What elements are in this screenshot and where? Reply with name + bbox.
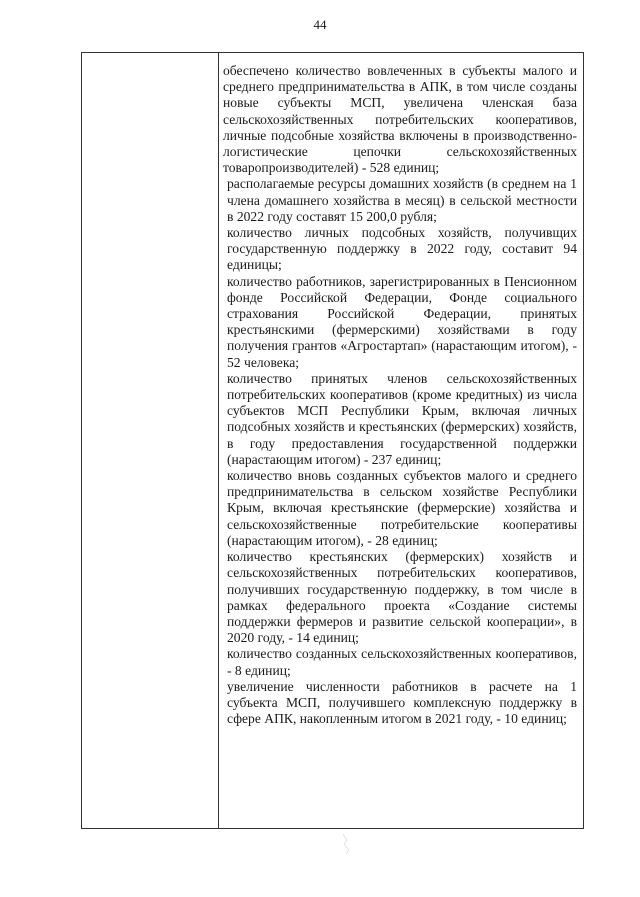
scan-artifact	[340, 832, 354, 856]
list-item: количество созданных сельскохозяйственных кооперативов, - 8 единиц;	[227, 646, 577, 678]
list-item: количество принятых членов сельскохозяйственных потребительских кооперативов (кроме кредитных) из числа субъектов МСП Республики Крым, включая личных подсобных хозяйств и крестьянских (фермерских) хозяйств, в году предоставления государственной поддержки (нарастающим итогом) - 237 единиц;	[227, 370, 577, 467]
list-item: увеличение численности работников в расчете на 1 субъекта МСП, получившего комплексную поддержку в сфере АПК, накопленным итогом в 2021 году, - 10 единиц;	[227, 678, 577, 727]
table-right-cell	[223, 63, 577, 727]
page-number: 44	[313, 17, 327, 32]
document-table	[81, 52, 584, 829]
column-divider	[218, 53, 219, 828]
list-item: количество крестьянских (фермерских) хозяйств и сельскохозяйственных потребительских кооперативов, получивших государственную поддержку, в том числе в рамках федерального проекта «Создание системы поддержки фермеров и развитие сельской кооперации», в 2020 году, - 14 единиц;	[227, 549, 577, 646]
list-item: количество работников, зарегистрированных в Пенсионном фонде Российской Федерации, Фонде социального страхования Российской Федерации, принятых крестьянскими (фермерскими) хозяйствами в году получения грантов «Агростартап» (нарастающим итогом), - 52 человека;	[227, 273, 577, 370]
list-item: количество личных подсобных хозяйств, получивщих государственную поддержку в 2022 году, составит 94 единицы;	[227, 225, 577, 273]
list-item: обеспечено количество вовлеченных в субъекты малого и среднего предпринимательства в АПК, в том числе созданы новые субъекты МСП, увеличена членская база сельскохозяйственных потребительских кооперативов, личные подсобные хозяйства включены в производственно-логистические цепочки сельскохозяйственных товаропроизводителей) - 528 единиц;	[223, 63, 577, 176]
list-item: количество вновь созданных субъектов малого и среднего предпринимательства в сельском хозяйстве Республики Крым, включая крестьянские (фермерские) хозяйства и сельскохозяйственные потребительские кооперативы (нарастающим итогом), - 28 единиц;	[227, 468, 577, 548]
list-item: располагаемые ресурсы домашних хозяйств (в среднем на 1 члена домашнего хозяйства в месяц) в сельской местности в 2022 году составят 15 200,0 рубля;	[227, 176, 577, 224]
